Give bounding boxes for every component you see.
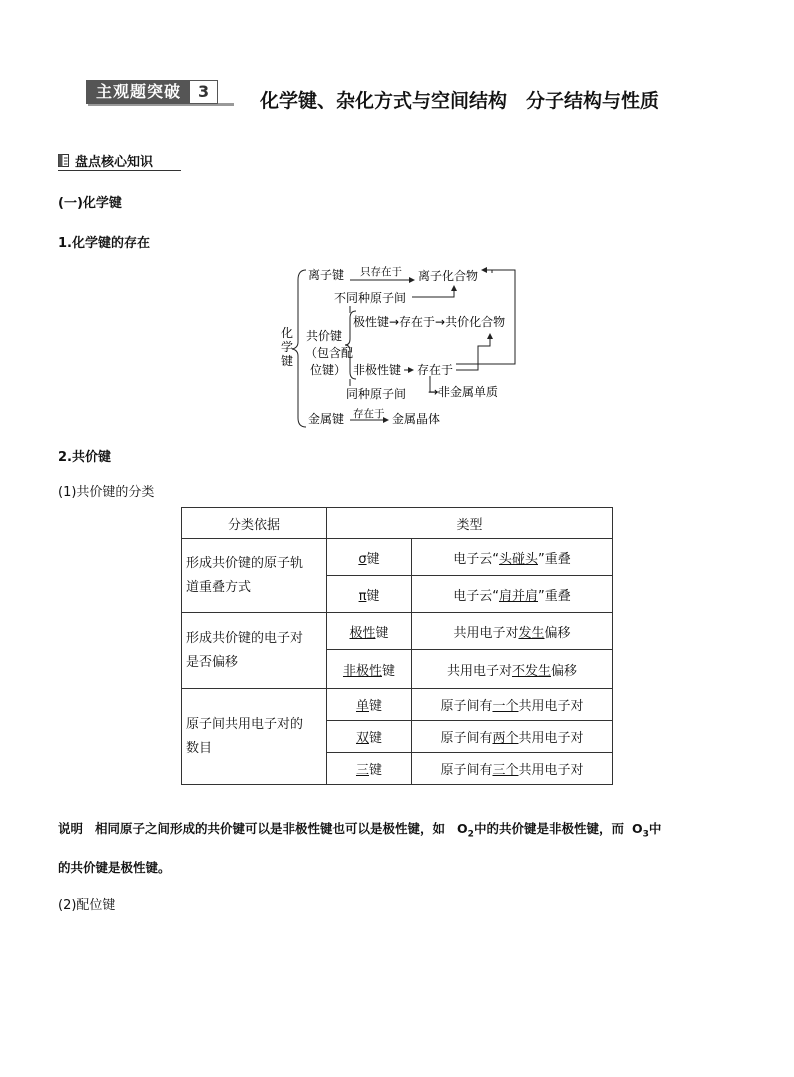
section-underline bbox=[58, 170, 181, 171]
triple-description bbox=[412, 753, 613, 785]
metallic-bond: 金属键 bbox=[308, 412, 345, 426]
basis-shift-line2: 是否偏移 bbox=[186, 654, 239, 670]
single-description bbox=[412, 689, 613, 721]
nonpolar-desc-key: 不发生 bbox=[511, 663, 551, 679]
o3-formula bbox=[631, 821, 649, 840]
note-line-1 bbox=[58, 819, 661, 840]
section-title: 盘点核心知识 bbox=[75, 155, 154, 170]
type-single bbox=[327, 689, 412, 721]
pi-symbol: π bbox=[358, 588, 367, 604]
double-desc-key: 两个 bbox=[492, 731, 519, 746]
triple-suffix: 键 bbox=[369, 763, 383, 778]
sigma-desc-key: 头碰头 bbox=[498, 551, 538, 567]
nonpolar-exists: 存在于 bbox=[417, 363, 454, 377]
covalent-bond: 共价键 bbox=[306, 329, 343, 343]
type-sigma bbox=[327, 539, 412, 576]
same-atoms: 同种原子间 bbox=[346, 387, 407, 401]
page-title: 化学键、杂化方式与空间结构 分子结构与性质 bbox=[260, 90, 660, 112]
pi-desc-key: 肩并肩 bbox=[498, 588, 538, 604]
polar-description bbox=[412, 613, 613, 650]
nonpolar-bond: 非极性键 bbox=[353, 363, 402, 377]
note-line-2: 的共价键是极性键。 bbox=[58, 860, 171, 875]
nonpolar-desc-pre: 共用电子对 bbox=[446, 663, 512, 679]
part-title: (一)化学键 bbox=[58, 196, 122, 211]
nonpolar-key: 非极性 bbox=[342, 663, 382, 679]
note-text-3: 中 bbox=[648, 821, 662, 836]
nonpolar-description bbox=[412, 650, 613, 689]
metallic-crystal: 金属晶体 bbox=[392, 412, 441, 426]
sigma-symbol: σ bbox=[358, 551, 367, 567]
item-title-2: 2.共价键 bbox=[58, 450, 111, 465]
basis-count-line2: 数目 bbox=[186, 740, 213, 756]
table-header-row bbox=[182, 508, 613, 539]
diff-atoms-arrow bbox=[412, 286, 454, 297]
type-pi bbox=[327, 576, 412, 613]
root-char-3: 键 bbox=[280, 354, 294, 368]
double-desc-pre: 原子间有 bbox=[440, 731, 493, 746]
double-desc-post: 共用电子对 bbox=[518, 731, 584, 746]
type-double bbox=[327, 721, 412, 753]
double-key: 双 bbox=[355, 731, 369, 746]
badge-label: 主观题突破 bbox=[87, 81, 190, 103]
ionic-bond: 离子键 bbox=[308, 268, 345, 282]
type-polar bbox=[327, 613, 412, 650]
pi-desc-pre: 电子云“ bbox=[453, 588, 499, 604]
badge-number: 3 bbox=[190, 81, 217, 103]
ionic-compound: 离子化合物 bbox=[418, 269, 479, 283]
single-suffix: 键 bbox=[369, 699, 383, 714]
basis-shift-line1: 形成共价键的电子对 bbox=[186, 630, 304, 646]
note-label: 说明 bbox=[58, 821, 84, 836]
table-row bbox=[182, 689, 613, 721]
section-heading bbox=[58, 151, 153, 170]
pi-suffix: 键 bbox=[366, 588, 380, 604]
sigma-desc-post: ”重叠 bbox=[538, 551, 571, 567]
basis-shift bbox=[182, 613, 327, 689]
root-char-2: 学 bbox=[280, 340, 294, 354]
note-text-2: 中的共价键是非极性键，而 bbox=[473, 821, 624, 836]
sigma-suffix: 键 bbox=[366, 551, 380, 567]
triple-desc-pre: 原子间有 bbox=[440, 763, 493, 778]
type-nonpolar bbox=[327, 650, 412, 689]
bond-existence-diagram bbox=[270, 262, 530, 434]
item-title-1: 1.化学键的存在 bbox=[58, 236, 150, 251]
note-text-1: 相同原子之间形成的共价键可以是非极性键也可以是极性键，如 bbox=[95, 821, 446, 836]
pi-description bbox=[412, 576, 613, 613]
o2-formula bbox=[457, 821, 474, 840]
basis-count-line1: 原子间共用电子对的 bbox=[186, 716, 304, 732]
covalent-sub-2: 位键） bbox=[310, 363, 347, 377]
type-triple bbox=[327, 753, 412, 785]
o2-symbol: O bbox=[457, 821, 468, 836]
polar-desc-post: 偏移 bbox=[544, 625, 571, 641]
polar-desc-key: 发生 bbox=[518, 625, 545, 641]
polar-desc-pre: 共用电子对 bbox=[453, 625, 519, 641]
header-basis: 分类依据 bbox=[182, 508, 327, 539]
polar-chain: 极性键→存在于→共价化合物 bbox=[353, 315, 506, 329]
header-type: 类型 bbox=[327, 508, 613, 539]
subsection-2: (2)配位键 bbox=[58, 898, 116, 913]
root-char-1: 化 bbox=[280, 326, 294, 340]
basis-overlap-line1: 形成共价键的原子轨 bbox=[186, 555, 304, 571]
single-desc-pre: 原子间有 bbox=[440, 699, 493, 714]
table-row bbox=[182, 539, 613, 576]
topic-badge bbox=[86, 80, 218, 104]
polar-suffix: 键 bbox=[375, 625, 389, 641]
double-suffix: 键 bbox=[369, 731, 383, 746]
metallic-exists-label: 存在于 bbox=[353, 408, 385, 420]
basis-overlap bbox=[182, 539, 327, 613]
double-description bbox=[412, 721, 613, 753]
covalent-classification-table bbox=[181, 507, 613, 785]
sigma-description bbox=[412, 539, 613, 576]
covalent-sub-1: （包含配 bbox=[305, 346, 354, 360]
o3-symbol: O bbox=[631, 821, 643, 836]
basis-overlap-line2: 道重叠方式 bbox=[186, 579, 252, 595]
triple-desc-key: 三个 bbox=[492, 763, 519, 778]
nonpolar-desc-post: 偏移 bbox=[551, 663, 578, 679]
o2-subscript: 2 bbox=[467, 829, 474, 840]
sigma-desc-pre: 电子云“ bbox=[453, 551, 499, 567]
triple-desc-post: 共用电子对 bbox=[518, 763, 584, 778]
to-covalent-compound-arrow bbox=[456, 334, 490, 370]
table-row bbox=[182, 613, 613, 650]
different-atoms: 不同种原子间 bbox=[334, 291, 407, 305]
nonpolar-suffix: 键 bbox=[382, 663, 396, 679]
single-desc-key: 一个 bbox=[492, 699, 519, 714]
polar-key: 极性 bbox=[349, 625, 376, 641]
document-icon bbox=[58, 154, 69, 167]
nonmetal-element: →非金属单质 bbox=[428, 385, 499, 399]
o3-subscript: 3 bbox=[642, 829, 649, 840]
basis-count bbox=[182, 689, 327, 785]
pi-desc-post: ”重叠 bbox=[538, 588, 571, 604]
big-brace bbox=[292, 270, 306, 427]
ionic-exists-label: 只存在于 bbox=[360, 266, 402, 278]
triple-key: 三 bbox=[355, 763, 369, 778]
single-desc-post: 共用电子对 bbox=[518, 699, 584, 714]
single-key: 单 bbox=[355, 699, 369, 714]
subsection-1: (1)共价键的分类 bbox=[58, 485, 155, 500]
